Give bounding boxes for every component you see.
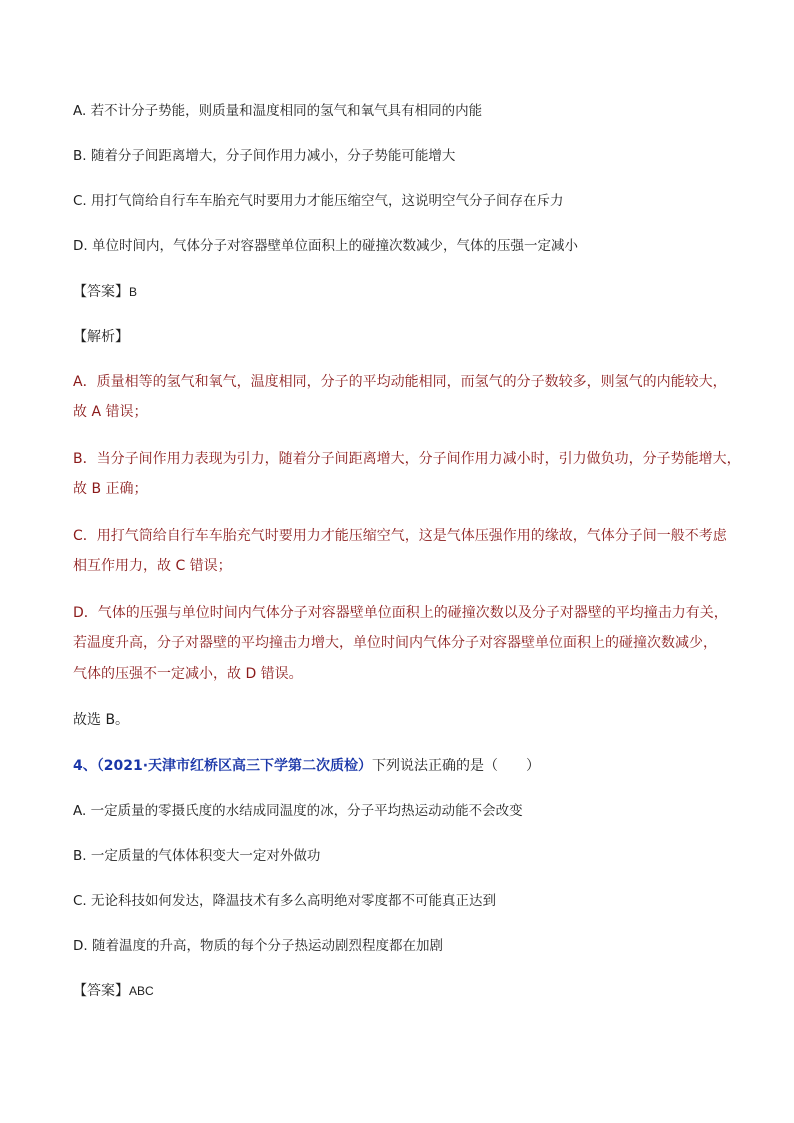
q4-stem: 下列说法正确的是（ ） — [372, 758, 541, 774]
q3-option-d: D. 单位时间内，气体分子对容器壁单位面积上的碰撞次数减少，气体的压强一定减小 — [73, 238, 578, 254]
q3-analysis-line: A．质量相等的氢气和氧气，温度相同，分子的平均动能相同，而氢气的分子数较多，则氢气的内能较大， — [73, 374, 727, 390]
q3-answer-label: 【答案】 — [73, 284, 129, 300]
q3-conclusion: 故选 B。 — [73, 712, 130, 728]
q4-option-d: D. 随着温度的升高，物质的每个分子热运动剧烈程度都在加剧 — [73, 938, 443, 954]
q3-analysis-line: 相互作用力，故 C 错误； — [73, 558, 232, 574]
q3-analysis-line: 气体的压强不一定减小，故 D 错误。 — [73, 666, 303, 682]
q4-option-c: C. 无论科技如何发达，降温技术有多么高明绝对零度都不可能真正达到 — [73, 893, 497, 909]
q4-option-b: B. 一定质量的气体体积变大一定对外做功 — [73, 848, 321, 864]
q3-answer-value: B — [129, 285, 138, 299]
q3-analysis-line: B．当分子间作用力表现为引力，随着分子间距离增大，分子间作用力减小时，引力做负功，分子势能增大， — [73, 451, 741, 467]
q3-answer — [73, 282, 137, 302]
q3-option-a: A. 若不计分子势能，则质量和温度相同的氢气和氧气具有相同的内能 — [73, 103, 483, 119]
q3-option-b: B. 随着分子间距离增大，分子间作用力减小，分子势能可能增大 — [73, 148, 456, 164]
q3-analysis-line: 故 B 正确； — [73, 481, 148, 497]
q4-heading — [73, 756, 540, 776]
q4-source: （2021·天津市红桥区高三下学第二次质检） — [96, 758, 373, 774]
q3-analysis-line: 若温度升高，分子对器壁的平均撞击力增大，单位时间内气体分子对容器壁单位面积上的碰撞次数减少， — [73, 635, 717, 651]
q3-analysis-line: 故 A 错误； — [73, 404, 148, 420]
q4-answer-label: 【答案】 — [73, 983, 129, 999]
q4-number: 4、 — [73, 758, 97, 774]
q3-option-c: C. 用打气筒给自行车车胎充气时要用力才能压缩空气，这说明空气分子间存在斥力 — [73, 193, 564, 209]
q4-answer-value: ABC — [129, 984, 154, 998]
q4-option-a: A. 一定质量的零摄氏度的水结成同温度的冰，分子平均热运动动能不会改变 — [73, 803, 523, 819]
q3-analysis-label: 【解析】 — [73, 329, 129, 345]
q4-answer — [73, 981, 154, 1001]
q3-analysis-line: D．气体的压强与单位时间内气体分子对容器壁单位面积上的碰撞次数以及分子对器壁的平均撞击力有关， — [73, 605, 728, 621]
q3-analysis-line: C．用打气筒给自行车车胎充气时要用力才能压缩空气，这是气体压强作用的缘故，气体分子间一般不考虑 — [73, 528, 727, 544]
